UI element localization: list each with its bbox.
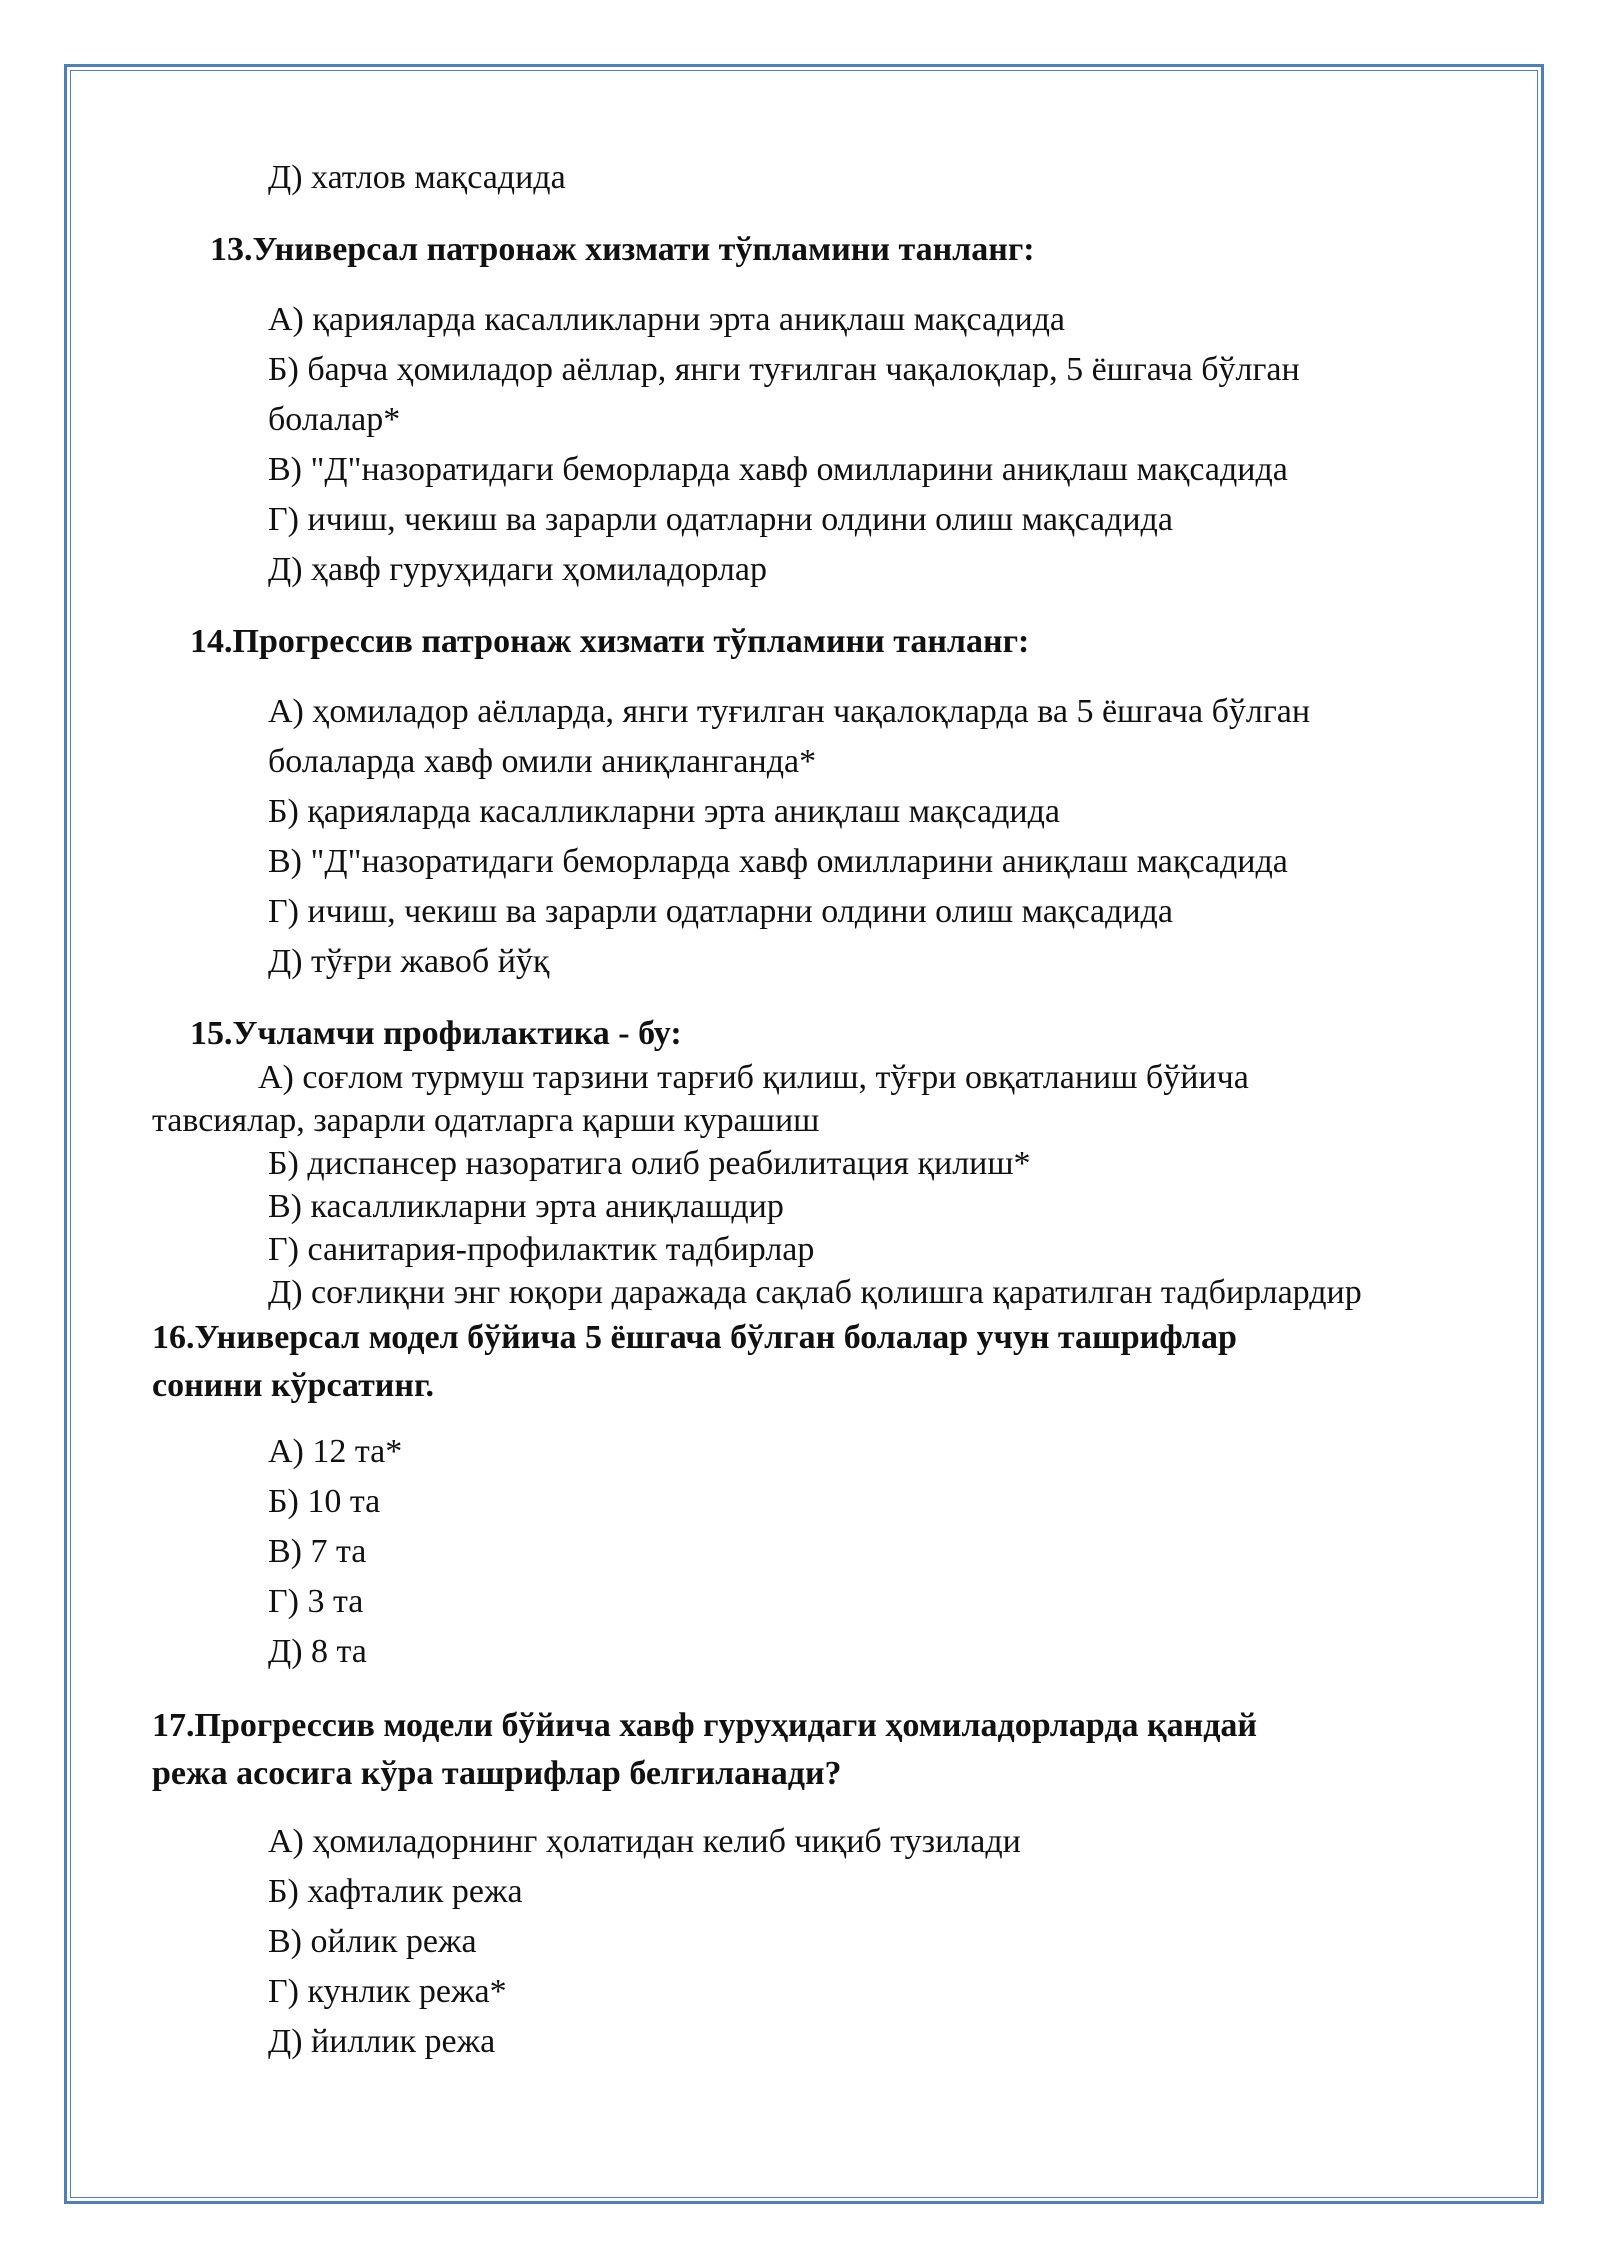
q17-option-b: Б) хафталик режа (268, 1873, 523, 1910)
q14-option-a: А) ҳомиладор аёлларда, янги туғилган чақалоқларда ва 5 ёшгача бўлган (268, 693, 1311, 730)
q15-option-b: Б) диспансер назоратига олиб реабилитация қилиш* (268, 1145, 1031, 1182)
q17-option-a: А) ҳомиладорнинг ҳолатидан келиб чиқиб тузилади (268, 1823, 1021, 1860)
q17-option-g: Г) кунлик режа* (268, 1973, 507, 2010)
q17-title-cont: режа асосига кўра ташрифлар белгиланади? (152, 1755, 842, 1792)
q13-option-g: Г) ичиш, чекиш ва зарарли одатларни олдини олиш мақсадида (268, 501, 1173, 538)
q12-option-d: Д) хатлов мақсадида (268, 159, 566, 196)
q13-option-b: Б) барча ҳомиладор аёллар, янги туғилган чақалоқлар, 5 ёшгача бўлган (268, 351, 1300, 388)
q13-option-d: Д) ҳавф гуруҳидаги ҳомиладорлар (268, 551, 767, 588)
q14-option-c: В) "Д"назоратидаги беморларда хавф омилларини аниқлаш мақсадида (268, 843, 1288, 880)
q17-option-d: Д) йиллик режа (268, 2023, 496, 2060)
q14-option-g: Г) ичиш, чекиш ва зарарли одатларни олдини олиш мақсадида (268, 893, 1173, 930)
q13-title: 13.Универсал патронаж хизмати тўпламини танланг: (210, 231, 1035, 268)
q13-option-a: А) қарияларда касалликларни эрта аниқлаш мақсадида (268, 301, 1066, 338)
q17-title: 17.Прогрессив модели бўйича хавф гуруҳидаги ҳомиладорларда қандай (152, 1707, 1257, 1744)
q13-option-b-cont: болалар* (268, 401, 401, 438)
q16-option-d: Д) 8 та (268, 1633, 367, 1670)
q14-option-a-cont: болаларда хавф омили аниқланганда* (268, 743, 817, 780)
q16-option-g: Г) 3 та (268, 1583, 364, 1620)
q16-title: 16.Универсал модел бўйича 5 ёшгача бўлган болалар учун ташрифлар (152, 1319, 1237, 1356)
q15-option-d: Д) соғлиқни энг юқори даражада сақлаб қолишга қаратилган тадбирлардир (268, 1274, 1362, 1311)
q16-option-c: В) 7 та (268, 1533, 367, 1570)
q15-option-c: В) касалликларни эрта аниқлашдир (268, 1188, 784, 1225)
q13-option-c: В) "Д"назоратидаги беморларда хавф омилларини аниқлаш мақсадида (268, 451, 1288, 488)
q15-option-g: Г) санитария-профилактик тадбирлар (268, 1231, 815, 1268)
q16-title-cont: сонини кўрсатинг. (152, 1367, 435, 1404)
q14-title: 14.Прогрессив патронаж хизмати тўпламини танланг: (190, 623, 1030, 660)
q14-option-d: Д) тўғри жавоб йўқ (268, 943, 550, 980)
q16-option-a: А) 12 та* (268, 1433, 403, 1470)
q17-option-c: В) ойлик режа (268, 1923, 477, 1960)
q15-title: 15.Учламчи профилактика - бу: (190, 1015, 682, 1052)
q15-option-a-cont: тавсиялар, зарарли одатларга қарши курашиш (152, 1102, 820, 1139)
q14-option-b: Б) қарияларда касалликларни эрта аниқлаш мақсадида (268, 793, 1060, 830)
q16-option-b: Б) 10 та (268, 1483, 381, 1520)
q15-option-a: А) соғлом турмуш тарзини тарғиб қилиш, тўғри овқатланиш бўйича (258, 1059, 1249, 1096)
